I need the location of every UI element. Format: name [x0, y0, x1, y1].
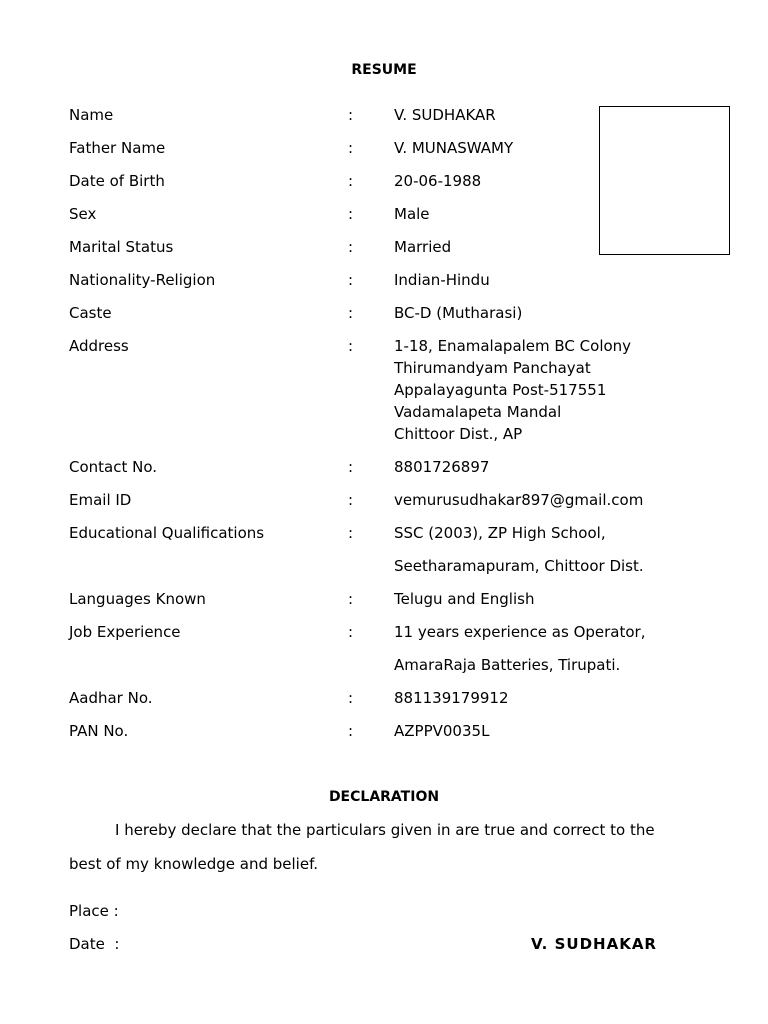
address-value — [394, 335, 631, 445]
aadhar-label: Aadhar No. — [69, 689, 153, 707]
date-label: Date : — [69, 935, 120, 953]
father-name-value: V. MUNASWAMY — [394, 139, 514, 157]
separator: : — [348, 590, 354, 608]
separator: : — [348, 238, 354, 256]
separator: : — [348, 458, 354, 476]
page-title: RESUME — [351, 62, 417, 78]
address-line: 1-18, Enamalapalem BC Colony — [394, 337, 632, 355]
marital-status-value: Married — [394, 238, 452, 256]
email-value: vemurusudhakar897@gmail.com — [394, 491, 644, 509]
separator: : — [348, 722, 354, 740]
caste-value: BC-D (Mutharasi) — [394, 304, 523, 322]
caste-label: Caste — [69, 304, 112, 322]
experience-label: Job Experience — [69, 623, 181, 641]
separator: : — [348, 337, 354, 355]
separator: : — [348, 304, 354, 322]
pan-value: AZPPV0035L — [394, 722, 490, 740]
name-label: Name — [69, 106, 114, 124]
address-label: Address — [69, 337, 129, 355]
address-line: Vadamalapeta Mandal — [394, 403, 562, 421]
name-value: V. SUDHAKAR — [394, 106, 496, 124]
declaration-text: best of my knowledge and belief. — [69, 855, 319, 873]
separator: : — [348, 172, 354, 190]
separator: : — [348, 524, 354, 542]
education-line: SSC (2003), ZP High School, — [394, 524, 606, 542]
separator: : — [348, 689, 354, 707]
separator: : — [348, 205, 354, 223]
languages-label: Languages Known — [69, 590, 206, 608]
nationality-religion-label: Nationality-Religion — [69, 271, 216, 289]
place-label: Place : — [69, 902, 119, 920]
separator: : — [348, 106, 354, 124]
separator: : — [348, 139, 354, 157]
nationality-religion-value: Indian-Hindu — [394, 271, 490, 289]
education-label: Educational Qualifications — [69, 524, 265, 542]
dob-label: Date of Birth — [69, 172, 165, 190]
photo-box — [599, 106, 730, 255]
separator: : — [348, 491, 354, 509]
email-label: Email ID — [69, 491, 132, 509]
experience-line: AmaraRaja Batteries, Tirupati. — [394, 656, 621, 674]
contact-label: Contact No. — [69, 458, 158, 476]
dob-value: 20-06-1988 — [394, 172, 482, 190]
pan-label: PAN No. — [69, 722, 129, 740]
separator: : — [348, 271, 354, 289]
address-line: Chittoor Dist., AP — [394, 425, 523, 443]
contact-value: 8801726897 — [394, 458, 490, 476]
education-line: Seetharamapuram, Chittoor Dist. — [394, 557, 644, 575]
signature-name: V. SUDHAKAR — [531, 935, 657, 953]
address-line: Thirumandyam Panchayat — [394, 359, 591, 377]
languages-value: Telugu and English — [394, 590, 535, 608]
sex-label: Sex — [69, 205, 97, 223]
declaration-text: I hereby declare that the particulars given in are true and correct to the — [115, 821, 655, 839]
aadhar-value: 881139179912 — [394, 689, 509, 707]
experience-line: 11 years experience as Operator, — [394, 623, 646, 641]
address-line: Appalayagunta Post-517551 — [394, 381, 607, 399]
sex-value: Male — [394, 205, 430, 223]
marital-status-label: Marital Status — [69, 238, 174, 256]
declaration-heading: DECLARATION — [328, 789, 440, 805]
father-name-label: Father Name — [69, 139, 166, 157]
separator: : — [348, 623, 354, 641]
